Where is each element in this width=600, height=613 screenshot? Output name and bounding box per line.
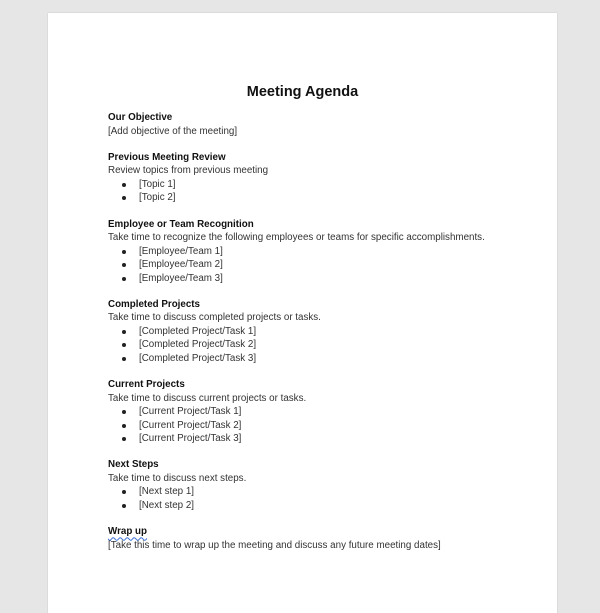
section-text[interactable]: Review topics from previous meeting [108, 165, 269, 177]
list-item[interactable] [108, 419, 528, 433]
agenda-section [108, 378, 528, 446]
bullet-icon [122, 263, 126, 267]
list-item-text: [Next step 2] [139, 499, 194, 511]
list-item-text: [Completed Project/Task 2] [139, 339, 257, 351]
section-heading[interactable]: Previous Meeting Review [108, 151, 226, 163]
agenda-section [108, 298, 528, 366]
document-page [48, 13, 557, 613]
list-item[interactable] [108, 352, 528, 366]
list-item[interactable] [108, 191, 528, 205]
section-text[interactable]: Take time to recognize the following employees or teams for specific accomplishments. [108, 232, 485, 244]
section-heading[interactable]: Next Steps [108, 459, 159, 471]
list-item[interactable] [108, 338, 528, 352]
section-heading[interactable] [108, 525, 528, 539]
list-item-text: [Current Project/Task 2] [139, 419, 242, 431]
section-heading[interactable]: Our Objective [108, 112, 173, 123]
bullet-icon [122, 410, 126, 414]
bullet-icon [122, 196, 126, 200]
bullet-icon [122, 490, 126, 494]
spellcheck-underlined-text[interactable]: Wrap up [108, 526, 148, 538]
agenda-section [108, 151, 528, 205]
list-item-text: [Next step 1] [139, 486, 194, 498]
bullet-icon [122, 330, 126, 334]
bullet-icon [122, 183, 126, 187]
section-text[interactable]: [Add objective of the meeting] [108, 125, 238, 137]
list-item[interactable] [108, 405, 528, 419]
agenda-section [108, 458, 528, 512]
list-item[interactable] [108, 485, 528, 499]
bullet-icon [122, 504, 126, 508]
list-item-text: [Topic 1] [139, 178, 176, 190]
bullet-icon [122, 343, 126, 347]
bullet-icon [122, 277, 126, 281]
bullet-list [108, 178, 528, 205]
section-text[interactable]: [Take this time to wrap up the meeting and discuss any future meeting dates] [108, 539, 441, 551]
list-item-text: [Employee/Team 3] [139, 272, 223, 284]
bullet-icon [122, 424, 126, 428]
bullet-list [108, 485, 528, 512]
section-text[interactable]: Take time to discuss next steps. [108, 472, 247, 484]
list-item-text: [Topic 2] [139, 192, 176, 204]
section-heading[interactable]: Employee or Team Recognition [108, 218, 254, 230]
list-item[interactable] [108, 432, 528, 446]
list-item[interactable] [108, 258, 528, 272]
section-text[interactable]: Take time to discuss completed projects or tasks. [108, 312, 321, 324]
list-item-text: [Completed Project/Task 1] [139, 325, 257, 337]
list-item-text: [Current Project/Task 1] [139, 406, 242, 418]
list-item[interactable] [108, 178, 528, 192]
document-title[interactable]: Meeting Agenda [246, 84, 359, 100]
list-item[interactable] [108, 272, 528, 286]
agenda-section [108, 111, 528, 138]
agenda-section [108, 525, 528, 552]
bullet-icon [122, 250, 126, 254]
list-item[interactable] [108, 325, 528, 339]
list-item-text: [Completed Project/Task 3] [139, 352, 257, 364]
bullet-icon [122, 437, 126, 441]
list-item[interactable] [108, 499, 528, 513]
section-heading[interactable]: Current Projects [108, 379, 185, 391]
bullet-list [108, 325, 528, 366]
list-item[interactable] [108, 245, 528, 259]
bullet-icon [122, 357, 126, 361]
section-text[interactable]: Take time to discuss current projects or tasks. [108, 392, 307, 404]
bullet-list [108, 245, 528, 286]
list-item-text: [Current Project/Task 3] [139, 433, 242, 445]
document-body [108, 111, 528, 565]
bullet-list [108, 405, 528, 446]
list-item-text: [Employee/Team 1] [139, 245, 223, 257]
list-item-text: [Employee/Team 2] [139, 259, 223, 271]
agenda-section [108, 218, 528, 286]
section-heading[interactable]: Completed Projects [108, 298, 201, 310]
